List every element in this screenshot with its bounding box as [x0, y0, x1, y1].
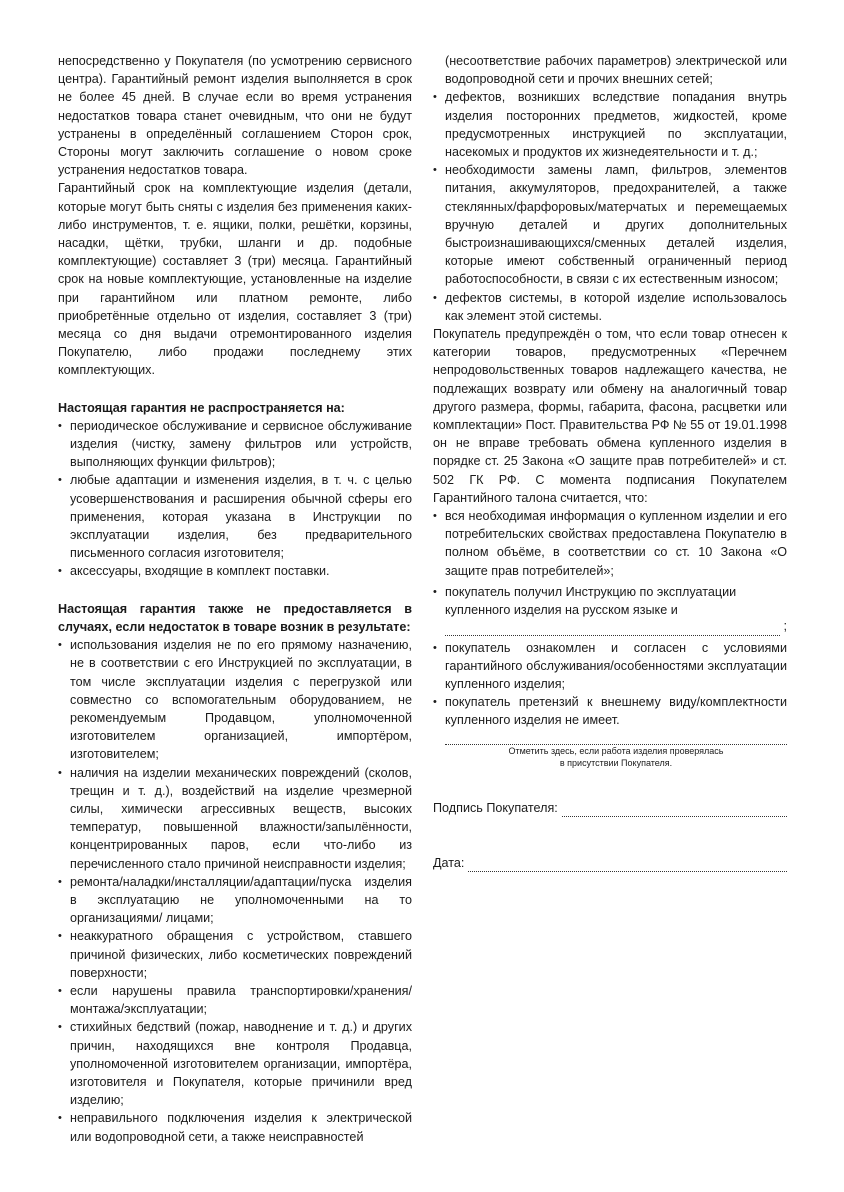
list-item: • использования изделия не по его прямому назначению, не в соответствии с его Инструкцией по эксплуатации, в том числе эксплуатации изделия с перегрузкой или совместно со вспомогательным оборудованием, не рекомендуемым Продавцом, уполномоченной изготовителем организацией, импортёром, изготовителем;	[58, 636, 412, 763]
list-item: • наличия на изделии механических повреждений (сколов, трещин и т. д.), воздействий на изделие чрезмерной силы, химически агрессивных веществ, высоких температур, повышенной влажности/запылённости, концентрированных паров, если что-либо из перечисленного стало причиной неисправности изделия;	[58, 764, 412, 873]
list-item: • периодическое обслуживание и сервисное обслуживание изделия (чистку, замену фильтров или устройств, выполняющих функции фильтров);	[58, 417, 412, 472]
manual-language-text: • покупатель получил Инструкцию по эксплуатации купленного изделия на русском языке и	[445, 584, 737, 618]
list-item: • любые адаптации и изменения изделия, в т. ч. с целью усовершенствования и расширения обычной сферы его применения, которая указана в Инструкции по эксплуатации изделия, без предварительного письменного согласия изготовителя;	[58, 471, 412, 562]
defects-list	[433, 88, 787, 325]
heading-not-provided: Настоящая гарантия также не предоставляется в случаях, если недостаток в товаре возник в результате:	[58, 601, 412, 634]
check-caption	[445, 745, 787, 769]
paragraph-buyer-warned: Покупатель предупреждён о том, что если товар отнесен к категории товаров, предусмотренных «Перечнем непродовольственных товаров надлежащего качества, не подлежащих возврату или обмену на аналогичный товар другого размера, формы, габарита, фасона, расцветки или комплектации» Пост. Правительства РФ № 55 от 19.01.1998 он не вправе требовать обмена купленного изделия в порядке ст. 25 Закона «О защите прав потребителей» и ст. 502 ГК РФ. С момента подписания Покупателем Гарантийного талона считается, что:	[433, 327, 787, 505]
date-label: Дата:	[433, 855, 465, 870]
signature-label: Подпись Покупателя:	[433, 800, 558, 815]
right-column	[433, 52, 787, 872]
paragraph-repair-terms: непосредственно у Покупателя (по усмотрению сервисного центра). Гарантийный ремонт изделия выполняется в срок не более 45 дней. В случае если во время устранения недостатков товара станет очевидным, что они не будут устранены в определённый соглашением Сторон срок, Стороны могут заключить соглашение о новом сроке устранения недостатков товара.	[58, 54, 412, 178]
list-item: • дефектов системы, в которой изделие использовалось как элемент этой системы.	[433, 289, 787, 325]
list-item: • аксессуары, входящие в комплект поставки.	[58, 562, 412, 580]
date-row	[433, 854, 787, 872]
date-field[interactable]	[468, 858, 787, 872]
manual-language-line	[445, 583, 787, 619]
list-item: • неаккуратного обращения с устройством, ставшего причиной физических, либо косметических повреждений поверхности;	[58, 927, 412, 982]
blank-field[interactable]	[445, 622, 780, 636]
buyer-acknowledgement-list	[433, 507, 787, 729]
blank-end: ;	[783, 619, 787, 634]
list-item: • покупатель ознакомлен и согласен с условиями гарантийного обслуживания/особенностями эксплуатации купленного изделия;	[433, 639, 787, 694]
manual-language-blank	[433, 617, 787, 635]
left-column	[58, 52, 412, 1146]
caption-line: Отметить здесь, если работа изделия проверялась	[508, 745, 724, 756]
list-item: • вся необходимая информация о купленном изделии и его потребительских свойствах предоставлена Покупателю в полном объёме, в соответствии со ст. 10 Закона «О защите прав потребителей»;	[433, 507, 787, 580]
signature-row	[433, 799, 787, 817]
heading-not-covered: Настоящая гарантия не распространяется на:	[58, 400, 345, 415]
list-item: • дефектов, возникших вследствие попадания внутрь изделия посторонних предметов, жидкостей, кроме предусмотренных инструкцией по эксплуатации, насекомых и продуктов их жизнедеятельности и т. д.;	[433, 88, 787, 161]
list-item	[433, 583, 787, 619]
signature-field[interactable]	[562, 803, 787, 817]
list-item: • ремонта/наладки/инсталляции/адаптации/пуска изделия в эксплуатацию не уполномоченными на то организациями/ лицами;	[58, 873, 412, 928]
continued-text: (несоответствие рабочих параметров) электрической или водопроводной сети и прочих внешних сетей;	[445, 54, 787, 87]
not-provided-list	[58, 636, 412, 1146]
list-item: • если нарушены правила транспортировки/хранения/монтажа/эксплуатации;	[58, 982, 412, 1018]
paragraph-components-warranty: Гарантийный срок на комплектующие изделия (детали, которые могут быть сняты с изделия без применения каких-либо инструментов, т. е. ящики, полки, решётки, корзины, насадки, щётки, трубки, шланги и др. подобные комплектующие) составляет 3 (три) месяца. Гарантийный срок на новые комплектующие, установленные на изделие при гарантийном или платном ремонте, либо приобретённые отдельно от изделия, составляет 3 (три) месяца со дня выдачи отремонтированного изделия Покупателю, либо продажи последнему этих комплектующих.	[58, 181, 412, 378]
list-item: • неправильного подключения изделия к электрической или водопроводной сети, а также неисправностей	[58, 1109, 412, 1145]
not-covered-list	[58, 417, 412, 581]
list-item: • стихийных бедствий (пожар, наводнение и т. д.) и других причин, находящихся вне контроля Продавца, уполномоченной изготовителем организации, импортёра, изготовителя и Покупателя, которые причинили вред изделию;	[58, 1018, 412, 1109]
list-item: • покупатель претензий к внешнему виду/комплектности купленного изделия не имеет.	[433, 693, 787, 729]
caption-line: в присутствии Покупателя.	[559, 757, 673, 768]
list-item: • необходимости замены ламп, фильтров, элементов питания, аккумуляторов, предохранителей, а также стеклянных/фарфоровых/матерчатых и перемещаемых вручную деталей и других дополнительных быстроизнашивающихся/сменных деталей изделия, которые имеют собственный ограниченный период работоспособности, в связи с их естественным износом;	[433, 161, 787, 288]
